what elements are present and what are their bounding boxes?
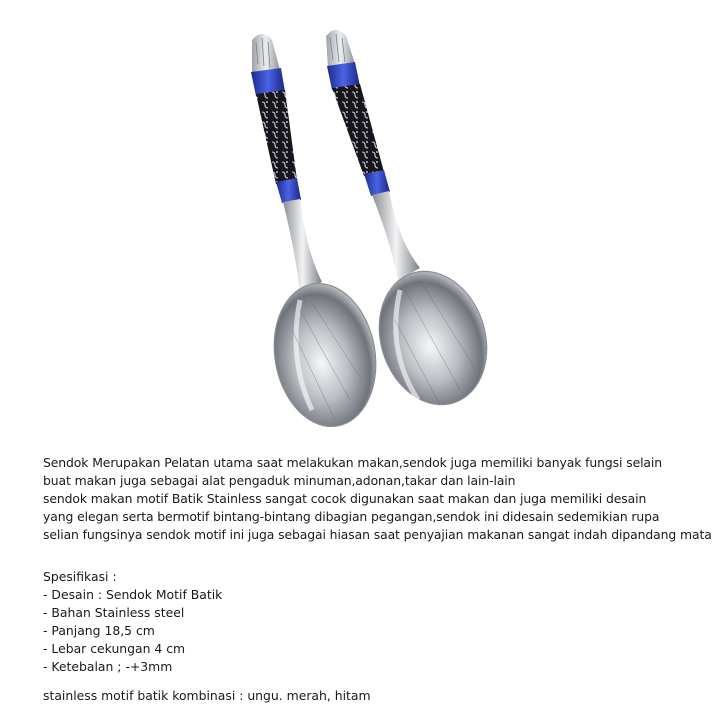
- specification-item: - Panjang 18,5 cm: [43, 623, 155, 638]
- color-combination-note: stainless motif batik kombinasi : ungu. merah, hitam: [43, 688, 371, 703]
- spoon-left-neck: [283, 199, 322, 292]
- description-line: buat makan juga sebagai alat pengaduk minuman,adonan,takar dan lain-lain: [43, 473, 516, 488]
- specification-heading: Spesifikasi :: [43, 569, 117, 584]
- spoon-left-tip: [252, 34, 280, 74]
- spoon-right-tip: [326, 30, 355, 68]
- spoon-left-blue-band-bottom: [276, 178, 301, 203]
- specification-item: - Lebar cekungan 4 cm: [43, 641, 186, 656]
- product-description: [43, 454, 713, 544]
- description-line: sendok makan motif Batik Stainless sangat cocok digunakan saat makan dan juga memiliki desain: [43, 491, 647, 506]
- spoon-right-neck: [372, 191, 420, 280]
- spoon-left-batik-handle: [256, 90, 297, 184]
- spoon-right-batik-handle: [332, 84, 384, 176]
- description-line: yang elegan serta bermotif bintang-bintang dibagian pegangan,sendok ini didesain sedemikian rupa: [43, 509, 660, 524]
- description-line: Sendok Merupakan Pelatan utama saat melakukan makan,sendok juga memiliki banyak fungsi selain: [43, 455, 663, 470]
- spoon-right-bowl: [363, 257, 504, 418]
- description-line: selian fungsinya sendok motif ini juga sebagai hiasan saat penyajian makanan sangat indah dipandang mata: [43, 527, 712, 542]
- spoon-left: [251, 34, 387, 435]
- specification-item: - Desain : Sendok Motif Batik: [43, 587, 223, 602]
- specification-item: - Ketebalan ; -+3mm: [43, 659, 173, 674]
- specification-item: - Bahan Stainless steel: [43, 605, 185, 620]
- specification-list: [43, 568, 222, 676]
